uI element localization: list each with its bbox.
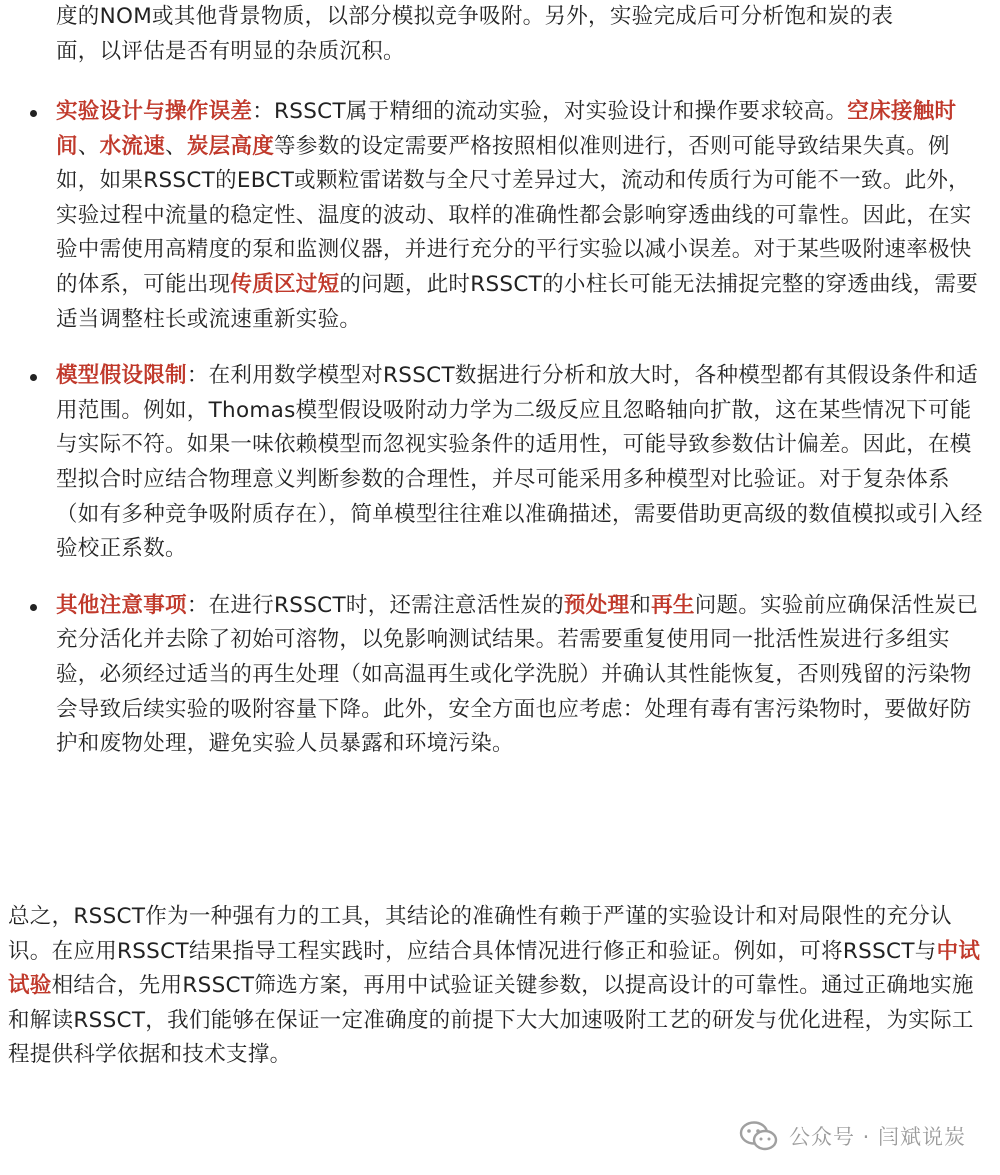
intro-line-2: 面，以评估是否有明显的杂质沉积。 (56, 38, 405, 64)
text-segment: ：在进行RSSCT时，还需注意活性炭的 (186, 592, 564, 618)
intro-line-1: 度的NOM或其他背景物质，以部分模拟竞争吸附。另外，实验完成后可分析饱和炭的表 (56, 4, 894, 29)
intro-continuation (28, 0, 988, 69)
text-segment: 等参数的设定需要严格按照相似准则进行，否则可能导致结果失真。例如，如果RSSCT的EBCT或颗粒雷诺数与全尺寸差异过大，流动和传质行为可能不一致。此外，实验过程中流量的稳定性、温度的波动、取样的准确性都会影响穿透曲线的可靠性。因此，在实验中需使用高精度的泵和监测仪器，并进行充分的平行实验以减小误差。对于某些吸附速率极快的体系，可能出现 (56, 133, 972, 297)
conclusion-paragraph (8, 900, 988, 1073)
item-text (56, 593, 978, 756)
highlighted-keyword: 实验设计与操作误差 (56, 99, 253, 124)
text-segment: 和 (629, 592, 652, 618)
item-text (56, 363, 983, 561)
item-text (56, 99, 978, 332)
text-segment: 问题。实验前应确保活性炭已充分活化并去除了初始可溶物，以免影响测试结果。若需要重复使用同一批活性炭进行多组实验，必须经过适当的再生处理（如高温再生或化学洗脱）并确认其性能恢复，否则残留的污染物会导致后续实验的吸附容量下降。此外，安全方面也应考虑：处理有毒有害污染物时，要做好防护和废物处理，避免实验人员暴露和环境污染。 (56, 592, 979, 757)
highlighted-keyword: 再生 (651, 592, 695, 618)
wechat-icon (739, 1121, 779, 1151)
intro-text (28, 0, 988, 69)
text-segment: 相结合，先用RSSCT筛选方案，再用中试验证关键参数，以提高设计的可靠性。通过正确地实施和解读RSSCT，我们能够在保证一定准确度的前提下大大加速吸附工艺的研发与优化进程，为实际工程提供科学依据和技术支撑。 (8, 973, 974, 1068)
highlighted-keyword: 空床接触时间 (56, 99, 957, 159)
highlighted-keyword: 炭层高度 (186, 133, 275, 159)
bullet-dot (30, 110, 37, 117)
considerations-list (28, 95, 988, 762)
highlighted-keyword: 水流速 (99, 133, 166, 159)
list-item (28, 359, 988, 567)
conclusion-text (8, 904, 980, 1067)
text-segment: ：RSSCT属于精细的流动实验，对实验设计和操作要求较高。 (252, 99, 848, 124)
text-segment: 总之，RSSCT作为一种强有力的工具，其结论的准确性有赖于严谨的实验设计和对局限性的充分认识。在应用RSSCT结果指导工程实践时，应结合具体情况进行修正和验证。例如，可将RSSCT与 (8, 904, 952, 964)
watermark-text: 公众号 · 闫斌说炭 (788, 1125, 966, 1149)
text-segment: ：在利用数学模型对RSSCT数据进行分析和放大时，各种模型都有其假设条件和适用范围。例如，Thomas模型假设吸附动力学为二级反应且忽略轴向扩散，这在某些情况下可能与实际不符。如果一味依赖模型而忽视实验条件的适用性，可能导致参数估计偏差。因此，在模型拟合时应结合物理意义判断参数的合理性，并尽可能采用多种模型对比验证。对于复杂体系（如有多种竞争吸附质存在），简单模型往往难以准确描述，需要借助更高级的数值模拟或引入经验校正系数。 (56, 363, 983, 562)
list-item (28, 589, 988, 762)
highlighted-keyword: 其他注意事项 (56, 592, 187, 618)
highlighted-keyword: 中试试验 (8, 938, 981, 999)
text-segment: 、 (165, 133, 187, 159)
bullet-dot (30, 604, 37, 611)
highlighted-keyword: 预处理 (563, 592, 630, 618)
highlighted-keyword: 模型假设限制 (56, 363, 187, 389)
text-segment: 、 (77, 133, 100, 159)
watermark (739, 1118, 966, 1154)
bullet-dot (30, 374, 37, 381)
highlighted-keyword: 传质区过短 (230, 271, 340, 297)
text-segment: 的问题，此时RSSCT的小柱长可能无法捕捉完整的穿透曲线，需要适当调整柱长或流速重新实验。 (56, 271, 979, 332)
list-item (28, 95, 988, 337)
